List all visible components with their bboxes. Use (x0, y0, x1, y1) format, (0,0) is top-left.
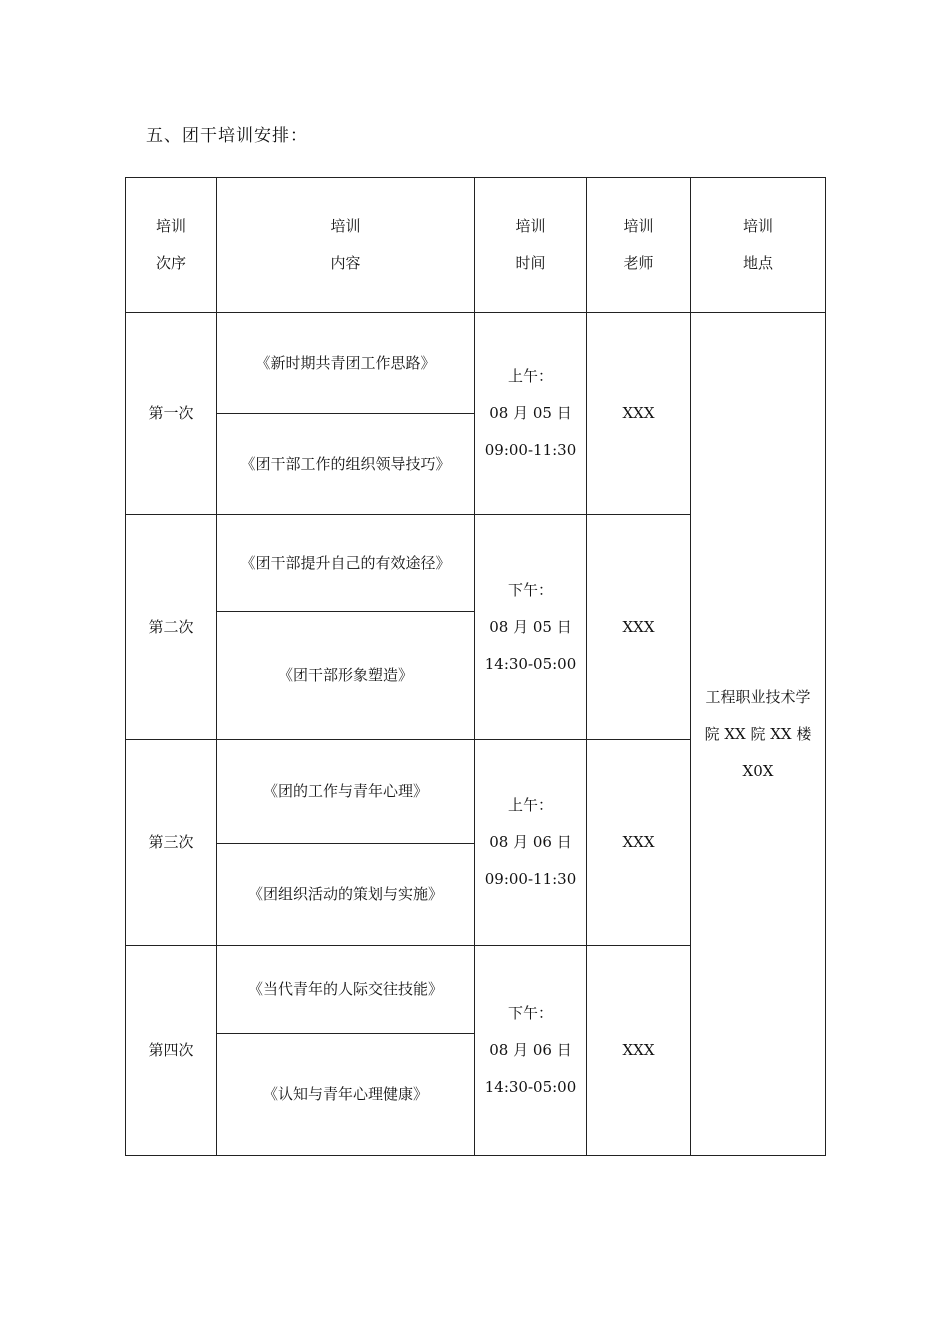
session-teacher: XXX (587, 515, 691, 740)
course-title: 《团的工作与青年心理》 (217, 740, 475, 844)
session-time: 上午： 08 月 05 日 09:00-11:30 (475, 313, 587, 515)
header-order: 培训 次序 (126, 178, 217, 313)
session-order: 第三次 (126, 740, 217, 946)
section-heading: 五、团干培训安排： (146, 126, 308, 146)
course-title: 《当代青年的人际交往技能》 (217, 946, 475, 1034)
course-title: 《团干部形象塑造》 (217, 612, 475, 740)
session-time: 下午： 08 月 05 日 14:30-05:00 (475, 515, 587, 740)
course-title: 《团组织活动的策划与实施》 (217, 844, 475, 946)
session-teacher: XXX (587, 740, 691, 946)
session-order: 第一次 (126, 313, 217, 515)
session-time: 下午： 08 月 06 日 14:30-05:00 (475, 946, 587, 1156)
training-schedule-table (125, 177, 826, 1156)
session-order: 第二次 (126, 515, 217, 740)
session-time: 上午： 08 月 06 日 09:00-11:30 (475, 740, 587, 946)
course-title: 《团干部工作的组织领导技巧》 (217, 414, 475, 515)
header-content: 培训 内容 (217, 178, 475, 313)
header-row (126, 178, 826, 313)
session-teacher: XXX (587, 313, 691, 515)
course-title: 《新时期共青团工作思路》 (217, 313, 475, 414)
training-location: 工程职业技术学 院 XX 院 XX 楼 X0X (691, 313, 826, 1156)
table-row (126, 313, 826, 414)
session-order: 第四次 (126, 946, 217, 1156)
course-title: 《认知与青年心理健康》 (217, 1034, 475, 1156)
session-teacher: XXX (587, 946, 691, 1156)
header-teacher: 培训 老师 (587, 178, 691, 313)
header-time: 培训 时间 (475, 178, 587, 313)
header-location: 培训 地点 (691, 178, 826, 313)
course-title: 《团干部提升自己的有效途径》 (217, 515, 475, 612)
